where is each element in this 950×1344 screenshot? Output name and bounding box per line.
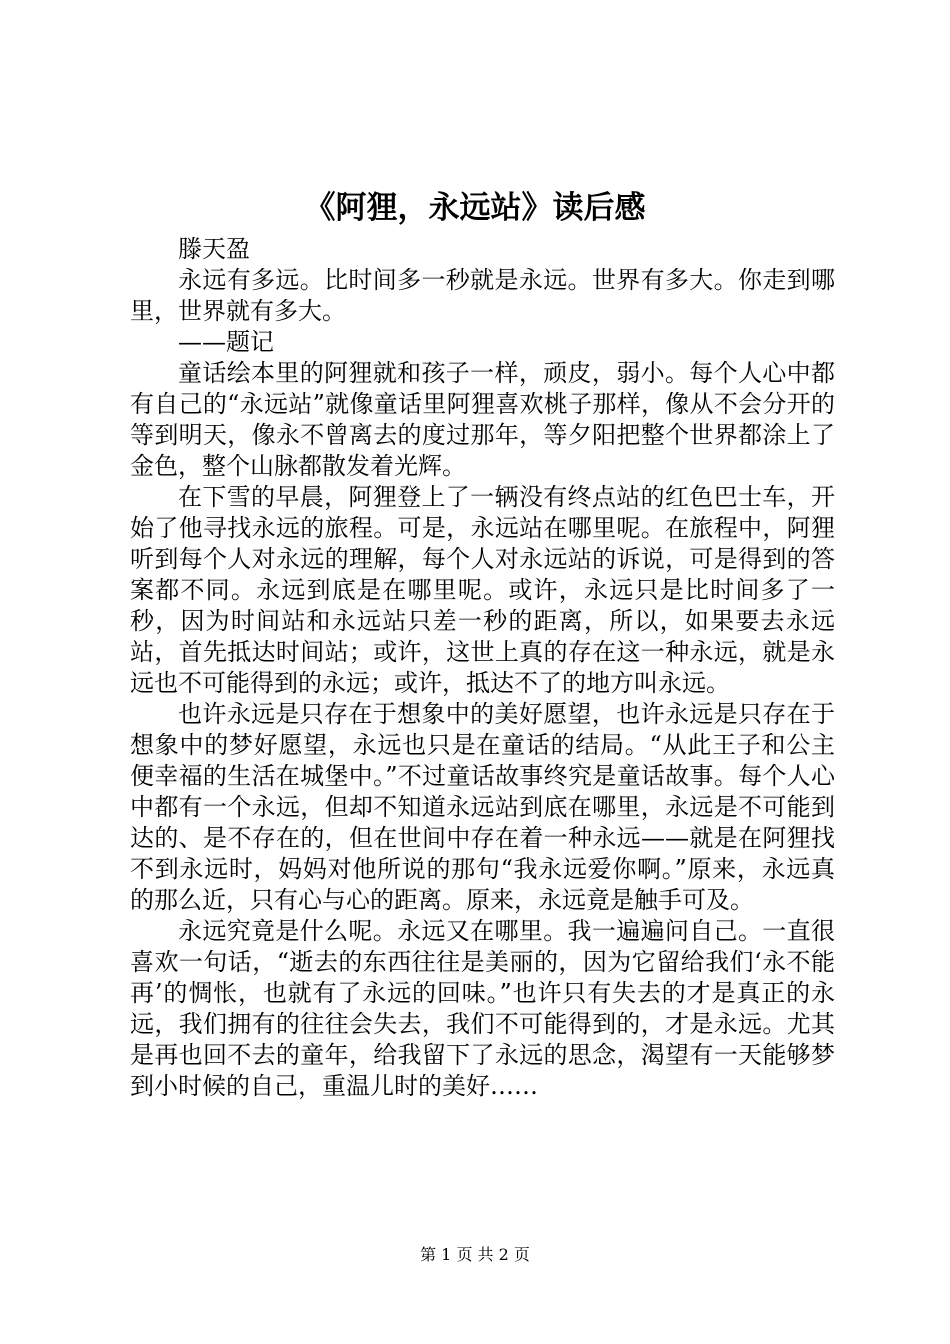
epigraph-note: ——题记 bbox=[178, 328, 274, 356]
document-title: 《阿狸，永远站》读后感 bbox=[304, 190, 646, 226]
author-line: 滕天盈 bbox=[178, 235, 250, 263]
epigraph: 永远有多远。比时间多一秒就是永远。世界有多大。你走到哪里，世界就有多大。 bbox=[130, 266, 835, 325]
paragraph: 也许永远是只存在于想象中的美好愿望，也许永远是只存在于想象中的梦好愿望，永远也只是在童话的结局。“从此王子和公主便幸福的生活在城堡中。”不过童话故事终究是童话故事。每个人心中都有一个永远，但却不知道永远站到底在哪里，永远是不可能到达的、是不存在的，但在世间中存在着一种永远——就是在阿狸找不到永远时，妈妈对他所说的那句“我永远爱你啊。”原来，永远真的那么近，只有心与心的距离。原来，永远竟是触手可及。 bbox=[130, 700, 835, 914]
paragraph: 童话绘本里的阿狸就和孩子一样，顽皮，弱小。每个人心中都有自己的“永远站”就像童话里阿狸喜欢桃子那样，像从不会分开的等到明天，像永不曾离去的度过那年，等夕阳把整个世界都涂上了金色，整个山脉都散发着光辉。 bbox=[130, 359, 835, 480]
paragraph: 永远究竟是什么呢。永远又在哪里。我一遍遍问自己。一直很喜欢一句话，“逝去的东西往往是美丽的，因为它留给我们‘永不能再’的惆怅，也就有了永远的回味。”也许只有失去的才是真正的永远，我们拥有的往往会失去，我们不可能得到的，才是永远。尤其是再也回不去的童年，给我留下了永远的思念，渴望有一天能够梦到小时候的自己，重温儿时的美好…… bbox=[130, 917, 835, 1100]
paragraph: 在下雪的早晨，阿狸登上了一辆没有终点站的红色巴士车，开始了他寻找永远的旅程。可是，永远站在哪里呢。在旅程中，阿狸听到每个人对永远的理解，每个人对永远站的诉说，可是得到的答案都不同。永远到底是在哪里呢。或许，永远只是比时间多了一秒，因为时间站和永远站只差一秒的距离，所以，如果要去永远站，首先抵达时间站；或许，这世上真的存在这一种永远，就是永远也不可能得到的永远；或许，抵达不了的地方叫永远。 bbox=[130, 483, 835, 697]
page-footer: 第 1 页 共 2 页 bbox=[420, 1245, 530, 1264]
document-body bbox=[130, 234, 835, 1102]
